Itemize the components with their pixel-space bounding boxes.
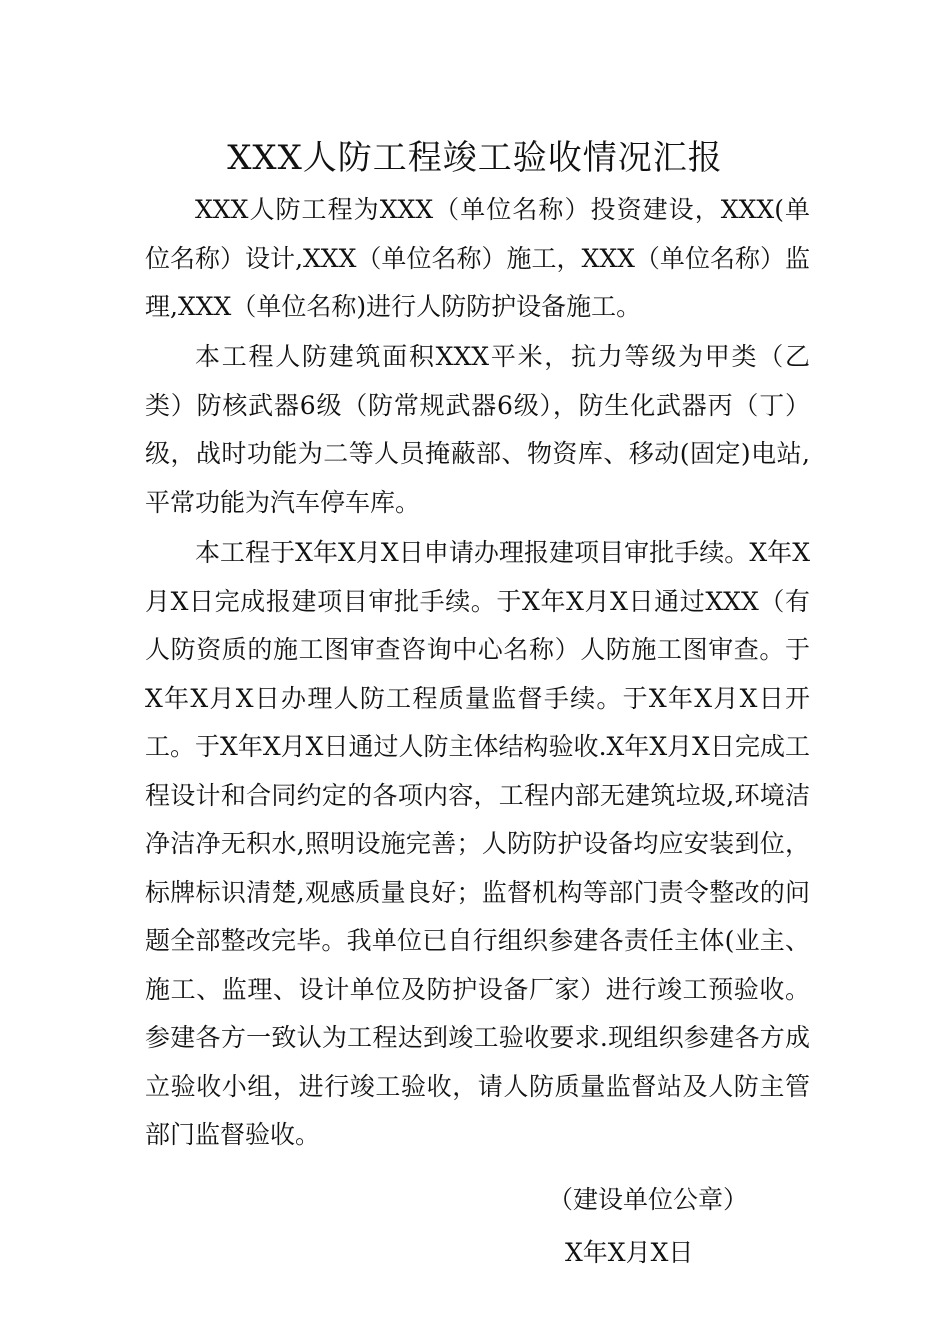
signature-unit-seal: （建设单位公章） <box>548 1185 749 1214</box>
document-title: XXX人防工程竣工验收情况汇报 <box>227 138 723 178</box>
signature-date: X年X月X日 <box>565 1238 694 1267</box>
paragraph-project-specs: 本工程人防建筑面积XXX平米，抗力等级为甲类（乙类）防核武器6级（防常规武器6级），防生化武器丙（丁）级，战时功能为二等人员掩蔽部、物资库、移动(固定)电站,平常功能为汽车停车库。 <box>145 342 810 517</box>
paragraph-project-parties: XXX人防工程为XXX（单位名称）投资建设，XXX(单位名称）设计,XXX（单位名称）施工，XXX（单位名称）监理,XXX（单位名称)进行人防防护设备施工。 <box>145 195 810 321</box>
paragraph-project-timeline: 本工程于X年X月X日申请办理报建项目审批手续。X年X月X日完成报建项目审批手续。于X年X月X日通过XXX（有人防资质的施工图审查咨询中心名称）人防施工图审查。于X年X月X日办理人防工程质量监督手续。于X年X月X日开工。于X年X月X日通过人防主体结构验收.X年X月X日完成工程设计和合同约定的各项内容，工程内部无建筑垃圾,环境洁净洁净无积水,照明设施完善；人防防护设备均应安装到位，标牌标识清楚,观感质量良好；监督机构等部门责令整改的问题全部整改完毕。我单位已自行组织参建各责任主体(业主、施工、监理、设计单位及防护设备厂家）进行竣工预验收。参建各方一致认为工程达到竣工验收要求.现组织参建各方成立验收小组，进行竣工验收，请人防质量监督站及人防主管部门监督验收。 <box>145 538 810 1149</box>
